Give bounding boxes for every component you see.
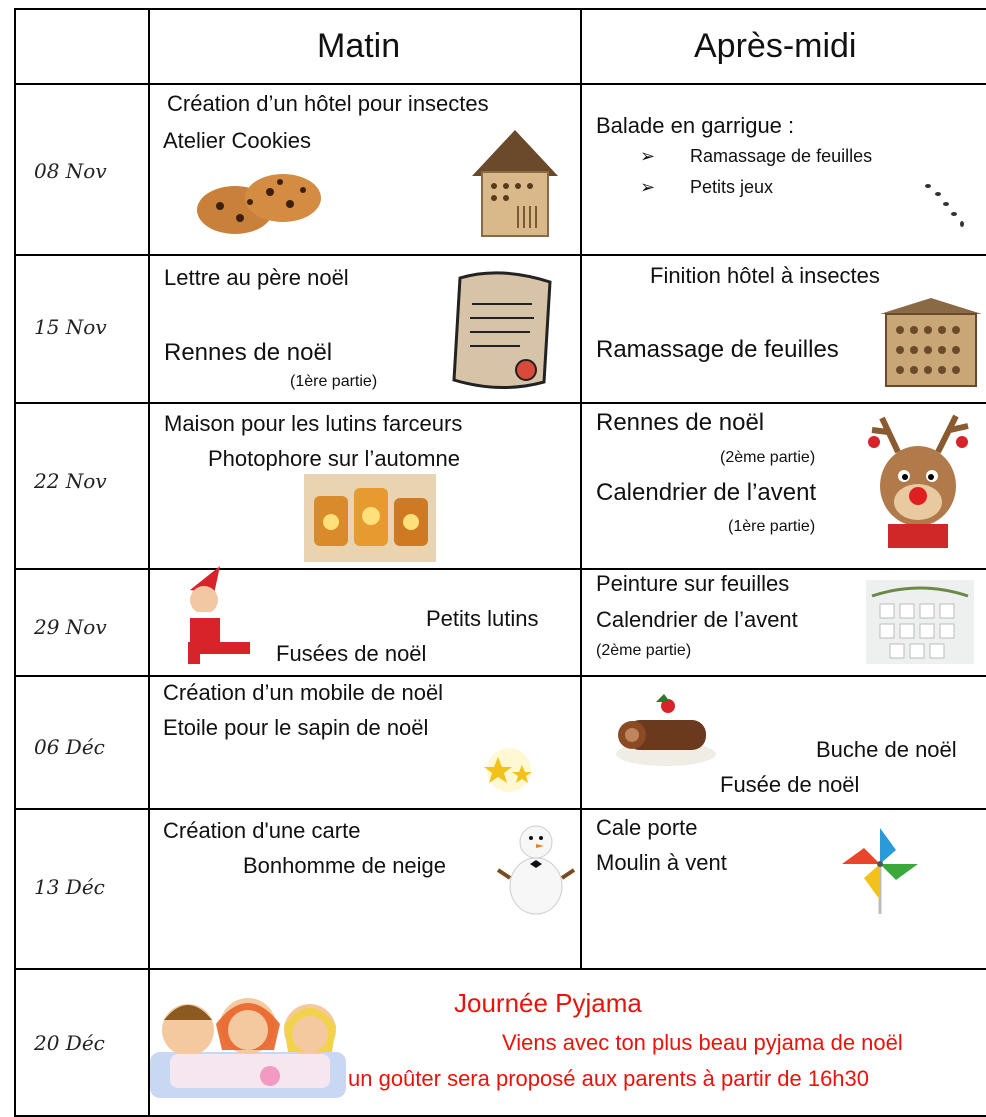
- snowman-image: [496, 818, 576, 918]
- date-label: 20 Déc: [34, 1031, 105, 1055]
- bullet-marker: ➢: [640, 177, 656, 197]
- activity-text: Atelier Cookies: [163, 128, 311, 153]
- activity-note: (2ème partie): [720, 449, 816, 466]
- activity-note: (1ère partie): [290, 373, 378, 390]
- row-divider: [14, 402, 986, 404]
- event-line: un goûter sera proposé aux parents à partir de 16h30: [348, 1066, 870, 1091]
- row-divider: [14, 808, 986, 810]
- insect-hotel-image: [470, 128, 560, 238]
- activity-text: Finition hôtel à insectes: [650, 263, 880, 288]
- row-divider: [14, 675, 986, 677]
- activity-text: Création d’un mobile de noël: [163, 680, 444, 705]
- activity-text: Petits lutins: [426, 606, 539, 631]
- row-divider: [14, 968, 986, 970]
- activity-text: Fusées de noël: [276, 641, 427, 666]
- footprints-icon: [920, 180, 970, 230]
- activity-text: Création d’un hôtel pour insectes: [167, 91, 489, 116]
- header-apres-midi: Après-midi: [694, 27, 857, 65]
- afternoon-title: Balade en garrigue :: [596, 113, 795, 138]
- kids-pyjama-image: [150, 990, 346, 1098]
- letter-scroll-image: [440, 266, 570, 396]
- bullet-item: Ramassage de feuilles: [690, 146, 873, 166]
- activity-text: Photophore sur l’automne: [208, 446, 460, 471]
- activity-text: Lettre au père noël: [164, 265, 349, 290]
- insect-hotel-image: [876, 296, 986, 391]
- activity-text: Moulin à vent: [596, 850, 727, 875]
- activity-note: (2ème partie): [596, 642, 692, 659]
- activity-text: Rennes de noël: [596, 409, 765, 436]
- date-label: 22 Nov: [34, 469, 107, 493]
- row-divider: [14, 83, 986, 85]
- activity-text: Bonhomme de neige: [243, 853, 447, 878]
- table-border-top: [14, 8, 986, 10]
- activity-text: Création d'une carte: [163, 818, 361, 843]
- pinwheel-image: [838, 820, 924, 916]
- stars-image: [474, 745, 544, 795]
- event-title: Journée Pyjama: [454, 988, 642, 1018]
- activity-text: Ramassage de feuilles: [596, 336, 839, 363]
- reindeer-image: [858, 402, 978, 552]
- activity-text: Rennes de noël: [164, 339, 333, 366]
- activity-text: Calendrier de l’avent: [596, 479, 817, 506]
- event-line: Viens avec ton plus beau pyjama de noël: [502, 1030, 903, 1055]
- matin-apres-midi-divider: [580, 8, 582, 970]
- elf-image: [160, 564, 256, 668]
- date-column-divider: [148, 8, 150, 1117]
- table-border-left: [14, 8, 16, 1117]
- yule-log-image: [606, 684, 716, 774]
- activity-text: Calendrier de l’avent: [596, 607, 798, 632]
- activity-text: Maison pour les lutins farceurs: [164, 411, 463, 436]
- activity-text: Cale porte: [596, 815, 698, 840]
- date-label: 06 Déc: [34, 735, 105, 759]
- bullet-item: Petits jeux: [690, 177, 774, 197]
- activity-text: Buche de noël: [816, 737, 957, 762]
- bullet-marker: ➢: [640, 146, 656, 166]
- date-label: 15 Nov: [34, 315, 107, 339]
- advent-calendar-image: [866, 580, 974, 664]
- activity-note: (1ère partie): [728, 518, 816, 535]
- activity-text: Fusée de noël: [720, 772, 860, 797]
- activity-text: Peinture sur feuilles: [596, 571, 790, 596]
- header-matin: Matin: [317, 27, 401, 65]
- date-label: 08 Nov: [34, 159, 107, 183]
- lanterns-image: [304, 474, 436, 562]
- activity-text: Etoile pour le sapin de noël: [163, 715, 429, 740]
- date-label: 29 Nov: [34, 615, 107, 639]
- cookies-image: [195, 168, 325, 238]
- row-divider: [14, 254, 986, 256]
- date-label: 13 Déc: [34, 875, 105, 899]
